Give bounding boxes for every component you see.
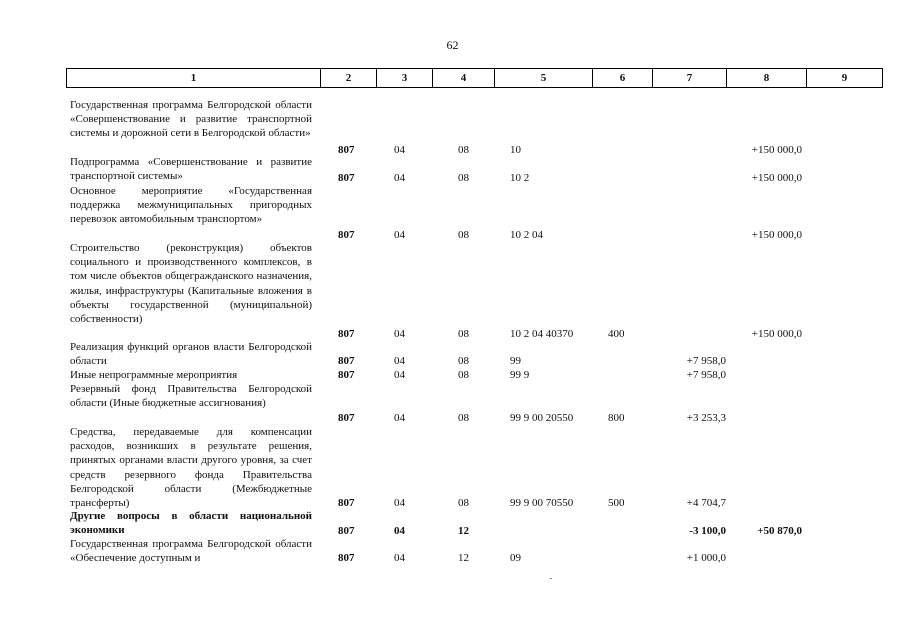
- row-description: Резервный фонд Правительства Белгородской области (Иные бюджетные ассигнования): [70, 383, 312, 410]
- cell-amount-change-2: +150 000,0: [751, 229, 802, 241]
- cell-ministry-code: 807: [338, 229, 355, 241]
- row-description: Строительство (реконструкция) объектов социального и производственного комплексов, в том числе объектов общегражданского назначения, жилья, инфраструктуры (Капитальные вложения в объекты государственной (муниципальной) собственности): [70, 242, 312, 326]
- cell-subsection: 08: [458, 412, 469, 424]
- cell-target-item: 99 9: [510, 369, 530, 381]
- cell-target-item: 09: [510, 552, 521, 564]
- column-header-4: 4: [433, 69, 495, 88]
- cell-target-item: 99: [510, 355, 521, 367]
- row-description: Государственная программа Белгородской области «Совершенствование и развитие транспортной системы и дорожной сети в Белгородской области»: [70, 99, 312, 140]
- cell-subsection: 08: [458, 328, 469, 340]
- cell-target-item: 99 9 00 20550: [510, 412, 574, 424]
- cell-ministry-code: 807: [338, 369, 355, 381]
- cell-ministry-code: 807: [338, 144, 355, 156]
- cell-amount-change-2: +150 000,0: [751, 328, 802, 340]
- cell-amount-change: +7 958,0: [686, 369, 726, 381]
- column-header-7: 7: [653, 69, 727, 88]
- cell-expense-type: 800: [608, 412, 625, 424]
- row-description: Основное мероприятие «Государственная поддержка межмуниципальных пригородных перевозок автомобильным транспортом»: [70, 185, 312, 226]
- column-header-1: 1: [67, 69, 321, 88]
- cell-expense-type: 500: [608, 497, 625, 509]
- cell-amount-change: -3 100,0: [689, 525, 726, 537]
- column-header-8: 8: [727, 69, 807, 88]
- cell-section: 04: [394, 369, 405, 381]
- cell-subsection: 08: [458, 497, 469, 509]
- cell-subsection: 12: [458, 552, 469, 564]
- cell-target-item: 10 2: [510, 172, 530, 184]
- column-header-2: 2: [321, 69, 377, 88]
- cell-expense-type: 400: [608, 328, 625, 340]
- cell-section: 04: [394, 412, 405, 424]
- column-header-9: 9: [807, 69, 883, 88]
- cell-amount-change-2: +150 000,0: [751, 144, 802, 156]
- cell-ministry-code: 807: [338, 412, 355, 424]
- cell-target-item: 10: [510, 144, 521, 156]
- cell-section: 04: [394, 497, 405, 509]
- row-description: Подпрограмма «Совершенствование и развитие транспортной системы»: [70, 156, 312, 183]
- row-description: Государственная программа Белгородской области «Обеспечение доступным и: [70, 538, 312, 565]
- row-description: Другие вопросы в области национальной экономики: [70, 510, 312, 537]
- row-description: Иные непрограммные мероприятия: [70, 369, 238, 381]
- cell-subsection: 08: [458, 369, 469, 381]
- cell-amount-change-2: +50 870,0: [757, 525, 802, 537]
- cell-amount-change: +4 704,7: [686, 497, 726, 509]
- cell-amount-change: +3 253,3: [686, 412, 726, 424]
- cell-ministry-code: 807: [338, 552, 355, 564]
- column-header-3: 3: [377, 69, 433, 88]
- cell-section: 04: [394, 172, 405, 184]
- cell-subsection: 12: [458, 525, 469, 537]
- page-number: 62: [446, 38, 459, 52]
- cell-section: 04: [394, 525, 405, 537]
- cell-section: 04: [394, 229, 405, 241]
- cell-ministry-code: 807: [338, 525, 355, 537]
- cell-subsection: 08: [458, 144, 469, 156]
- cell-section: 04: [394, 328, 405, 340]
- cell-target-item: 10 2 04: [510, 229, 543, 241]
- cell-amount-change-2: +150 000,0: [751, 172, 802, 184]
- column-header-5: 5: [495, 69, 593, 88]
- cell-section: 04: [394, 355, 405, 367]
- cell-amount-change: +1 000,0: [686, 552, 726, 564]
- cell-subsection: 08: [458, 229, 469, 241]
- cell-target-item: 99 9 00 70550: [510, 497, 574, 509]
- cell-subsection: 08: [458, 355, 469, 367]
- scan-speck: [550, 578, 552, 579]
- cell-subsection: 08: [458, 172, 469, 184]
- row-description: Средства, передаваемые для компенсации расходов, возникших в результате решения, принятых органами власти другого уровня, за счет средств резервного фонда Правительства Белгородской области (Межбюджетные трансферты): [70, 426, 312, 510]
- cell-section: 04: [394, 144, 405, 156]
- cell-ministry-code: 807: [338, 355, 355, 367]
- cell-amount-change: +7 958,0: [686, 355, 726, 367]
- cell-ministry-code: 807: [338, 172, 355, 184]
- cell-section: 04: [394, 552, 405, 564]
- cell-target-item: 10 2 04 40370: [510, 328, 574, 340]
- row-description: Реализация функций органов власти Белгородской области: [70, 341, 312, 368]
- cell-ministry-code: 807: [338, 497, 355, 509]
- column-header-6: 6: [593, 69, 653, 88]
- cell-ministry-code: 807: [338, 328, 355, 340]
